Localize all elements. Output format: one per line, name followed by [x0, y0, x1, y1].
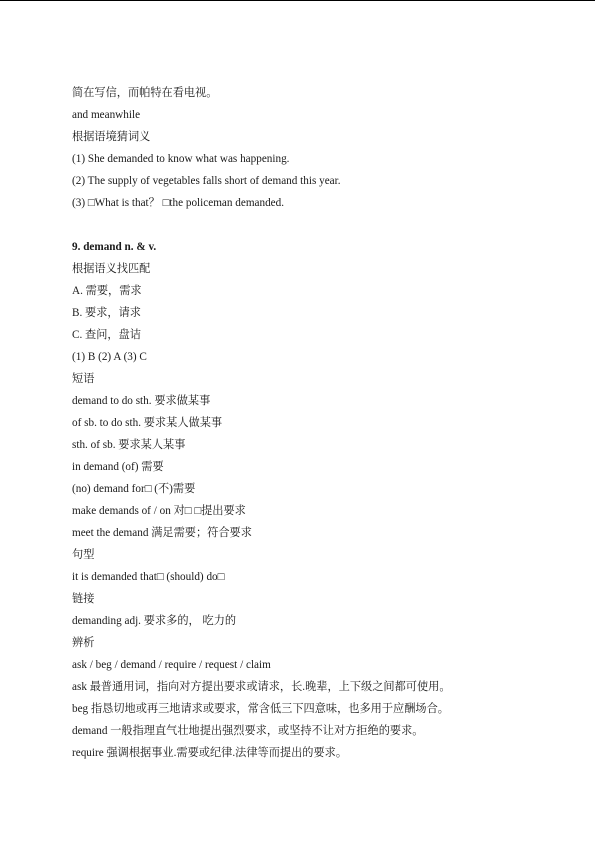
example-sentence: (1) She demanded to know what was happening.: [72, 153, 290, 165]
text-line: 根据语义找匹配: [72, 263, 151, 275]
text-line: it is demanded that□ (should) do□: [72, 571, 225, 583]
text-line: 句型: [72, 549, 95, 561]
text-line: 链接: [72, 593, 95, 605]
text-line: (1) B (2) A (3) C: [72, 351, 147, 363]
spacer: [72, 217, 552, 239]
text-line: C. 查问，盘诘: [72, 329, 141, 341]
example-sentence: (3) □What is that？ □the policeman demanded.: [72, 197, 285, 209]
example-sentence: (2) The supply of vegetables falls short of demand this year.: [72, 175, 341, 187]
text-line: ask 最普通用词，指向对方提出要求或请求，长.晚辈，上下级之间都可使用。: [72, 681, 451, 693]
section-heading: 9. demand n. & v.: [72, 241, 157, 253]
text-line: A. 需要，需求: [72, 285, 142, 297]
text-line: sth. of sb. 要求某人某事: [72, 439, 186, 451]
text-line: ask / beg / demand / require / request / claim: [72, 659, 271, 671]
top-rule: [0, 0, 595, 1]
text-line: demanding adj. 要求多的， 吃力的: [72, 615, 237, 627]
text-line: beg 指恳切地或再三地请求或要求，常含低三下四意味，也多用于应酬场合。: [72, 703, 449, 715]
text-line: and meanwhile: [72, 109, 141, 121]
text-line: 短语: [72, 373, 95, 385]
text-line: 根据语境猜词义: [72, 131, 151, 143]
text-line: B. 要求，请求: [72, 307, 141, 319]
text-line: 简在写信，而帕特在看电视。: [72, 87, 218, 99]
text-line: of sb. to do sth. 要求某人做某事: [72, 417, 223, 429]
text-line: meet the demand 满足需要；符合要求: [72, 527, 252, 539]
text-line: demand 一般指理直气壮地提出强烈要求，或坚持不让对方拒绝的要求。: [72, 725, 424, 737]
text-line: 辨析: [72, 637, 95, 649]
text-line: make demands of / on 对□ □提出要求: [72, 505, 246, 517]
text-line: (no) demand for□ (不)需要: [72, 483, 196, 495]
text-line: in demand (of) 需要: [72, 461, 164, 473]
document-body: [72, 85, 552, 767]
text-line: require 强调根据事业.需要或纪律.法律等而提出的要求。: [72, 747, 348, 759]
text-line: demand to do sth. 要求做某事: [72, 395, 211, 407]
